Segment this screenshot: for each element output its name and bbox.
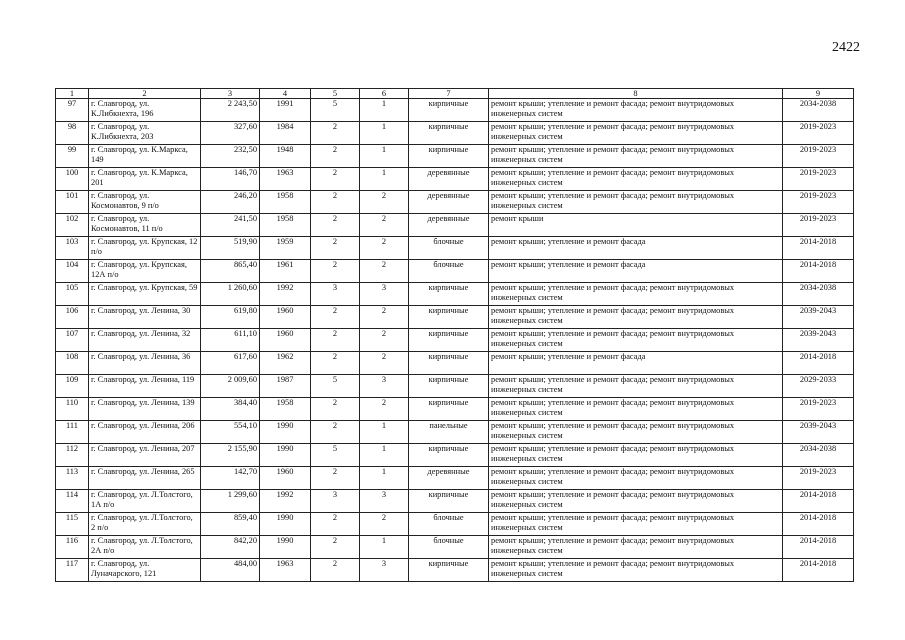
table-row bbox=[56, 168, 854, 191]
entrances-cell: 3 bbox=[360, 559, 409, 582]
table-row bbox=[56, 375, 854, 398]
area-cell: 519,90 bbox=[201, 237, 260, 260]
floors-cell: 2 bbox=[311, 214, 360, 237]
repair-period-cell: 2034-2038 bbox=[783, 283, 854, 306]
row-number: 114 bbox=[56, 490, 89, 513]
repair-works-cell: ремонт крыши; утепление и ремонт фасада bbox=[489, 237, 783, 260]
row-number: 115 bbox=[56, 513, 89, 536]
wall-material-cell: кирпичные bbox=[409, 306, 489, 329]
row-number: 110 bbox=[56, 398, 89, 421]
row-number: 116 bbox=[56, 536, 89, 559]
address-cell: г. Славгород, ул. Космонавтов, 11 п/о bbox=[89, 214, 201, 237]
row-number: 97 bbox=[56, 99, 89, 122]
address-cell: г. Славгород, ул. Ленина, 139 bbox=[89, 398, 201, 421]
housing-repair-table bbox=[55, 88, 854, 582]
row-number: 117 bbox=[56, 559, 89, 582]
column-header: 3 bbox=[201, 89, 260, 99]
repair-period-cell: 2019-2023 bbox=[783, 467, 854, 490]
entrances-cell: 2 bbox=[360, 398, 409, 421]
entrances-cell: 2 bbox=[360, 191, 409, 214]
entrances-cell: 1 bbox=[360, 467, 409, 490]
year-cell: 1992 bbox=[260, 283, 311, 306]
address-cell: г. Славгород, ул. Ленина, 32 bbox=[89, 329, 201, 352]
row-number: 101 bbox=[56, 191, 89, 214]
area-cell: 484,00 bbox=[201, 559, 260, 582]
entrances-cell: 1 bbox=[360, 444, 409, 467]
column-header: 5 bbox=[311, 89, 360, 99]
repair-period-cell: 2034-2038 bbox=[783, 444, 854, 467]
table-row bbox=[56, 214, 854, 237]
repair-period-cell: 2014-2018 bbox=[783, 260, 854, 283]
address-cell: г. Славгород, ул. Луначарского, 121 bbox=[89, 559, 201, 582]
wall-material-cell: кирпичные bbox=[409, 122, 489, 145]
wall-material-cell: блочные bbox=[409, 513, 489, 536]
repair-period-cell: 2019-2023 bbox=[783, 191, 854, 214]
entrances-cell: 2 bbox=[360, 513, 409, 536]
area-cell: 146,70 bbox=[201, 168, 260, 191]
area-cell: 865,40 bbox=[201, 260, 260, 283]
repair-works-cell: ремонт крыши; утепление и ремонт фасада bbox=[489, 260, 783, 283]
year-cell: 1960 bbox=[260, 467, 311, 490]
entrances-cell: 1 bbox=[360, 168, 409, 191]
floors-cell: 2 bbox=[311, 352, 360, 375]
year-cell: 1990 bbox=[260, 513, 311, 536]
table-row bbox=[56, 490, 854, 513]
wall-material-cell: блочные bbox=[409, 260, 489, 283]
floors-cell: 2 bbox=[311, 513, 360, 536]
address-cell: г. Славгород, ул. Ленина, 30 bbox=[89, 306, 201, 329]
address-cell: г. Славгород, ул. Л.Толстого, 2 п/о bbox=[89, 513, 201, 536]
repair-period-cell: 2014-2018 bbox=[783, 352, 854, 375]
repair-period-cell: 2014-2018 bbox=[783, 237, 854, 260]
repair-period-cell: 2039-2043 bbox=[783, 421, 854, 444]
repair-period-cell: 2019-2023 bbox=[783, 398, 854, 421]
row-number: 106 bbox=[56, 306, 89, 329]
area-cell: 327,60 bbox=[201, 122, 260, 145]
area-cell: 384,40 bbox=[201, 398, 260, 421]
floors-cell: 2 bbox=[311, 122, 360, 145]
year-cell: 1960 bbox=[260, 306, 311, 329]
row-number: 100 bbox=[56, 168, 89, 191]
wall-material-cell: блочные bbox=[409, 536, 489, 559]
table-row bbox=[56, 329, 854, 352]
year-cell: 1948 bbox=[260, 145, 311, 168]
area-cell: 842,20 bbox=[201, 536, 260, 559]
repair-works-cell: ремонт крыши bbox=[489, 214, 783, 237]
row-number: 112 bbox=[56, 444, 89, 467]
area-cell: 246,20 bbox=[201, 191, 260, 214]
table-row bbox=[56, 444, 854, 467]
area-cell: 2 243,50 bbox=[201, 99, 260, 122]
entrances-cell: 3 bbox=[360, 490, 409, 513]
repair-period-cell: 2014-2018 bbox=[783, 490, 854, 513]
wall-material-cell: кирпичные bbox=[409, 329, 489, 352]
table-row bbox=[56, 536, 854, 559]
repair-works-cell: ремонт крыши; утепление и ремонт фасада; ремонт внутридомовых инженерных систем bbox=[489, 398, 783, 421]
area-cell: 611,10 bbox=[201, 329, 260, 352]
wall-material-cell: кирпичные bbox=[409, 398, 489, 421]
repair-works-cell: ремонт крыши; утепление и ремонт фасада; ремонт внутридомовых инженерных систем bbox=[489, 191, 783, 214]
wall-material-cell: деревянные bbox=[409, 191, 489, 214]
row-number: 99 bbox=[56, 145, 89, 168]
repair-works-cell: ремонт крыши; утепление и ремонт фасада; ремонт внутридомовых инженерных систем bbox=[489, 490, 783, 513]
floors-cell: 2 bbox=[311, 559, 360, 582]
address-cell: г. Славгород, ул. Крупская, 12А п/о bbox=[89, 260, 201, 283]
entrances-cell: 1 bbox=[360, 99, 409, 122]
row-number: 104 bbox=[56, 260, 89, 283]
repair-period-cell: 2039-2043 bbox=[783, 329, 854, 352]
entrances-cell: 2 bbox=[360, 329, 409, 352]
table-row bbox=[56, 306, 854, 329]
year-cell: 1959 bbox=[260, 237, 311, 260]
year-cell: 1961 bbox=[260, 260, 311, 283]
repair-works-cell: ремонт крыши; утепление и ремонт фасада; ремонт внутридомовых инженерных систем bbox=[489, 283, 783, 306]
column-header: 4 bbox=[260, 89, 311, 99]
address-cell: г. Славгород, ул. К.Маркса, 201 bbox=[89, 168, 201, 191]
table-row bbox=[56, 122, 854, 145]
repair-works-cell: ремонт крыши; утепление и ремонт фасада; ремонт внутридомовых инженерных систем bbox=[489, 513, 783, 536]
table-row bbox=[56, 513, 854, 536]
floors-cell: 3 bbox=[311, 283, 360, 306]
area-cell: 1 260,60 bbox=[201, 283, 260, 306]
address-cell: г. Славгород, ул. К.Либкнехта, 203 bbox=[89, 122, 201, 145]
row-number: 113 bbox=[56, 467, 89, 490]
repair-period-cell: 2014-2018 bbox=[783, 513, 854, 536]
entrances-cell: 2 bbox=[360, 260, 409, 283]
repair-works-cell: ремонт крыши; утепление и ремонт фасада; ремонт внутридомовых инженерных систем bbox=[489, 329, 783, 352]
entrances-cell: 1 bbox=[360, 536, 409, 559]
repair-works-cell: ремонт крыши; утепление и ремонт фасада; ремонт внутридомовых инженерных систем bbox=[489, 467, 783, 490]
column-header: 9 bbox=[783, 89, 854, 99]
floors-cell: 5 bbox=[311, 99, 360, 122]
row-number: 107 bbox=[56, 329, 89, 352]
wall-material-cell: кирпичные bbox=[409, 352, 489, 375]
repair-period-cell: 2034-2038 bbox=[783, 99, 854, 122]
table-row bbox=[56, 237, 854, 260]
row-number: 108 bbox=[56, 352, 89, 375]
area-cell: 619,80 bbox=[201, 306, 260, 329]
floors-cell: 2 bbox=[311, 145, 360, 168]
year-cell: 1987 bbox=[260, 375, 311, 398]
row-number: 111 bbox=[56, 421, 89, 444]
floors-cell: 2 bbox=[311, 191, 360, 214]
wall-material-cell: кирпичные bbox=[409, 375, 489, 398]
area-cell: 241,50 bbox=[201, 214, 260, 237]
repair-period-cell: 2019-2023 bbox=[783, 145, 854, 168]
repair-period-cell: 2039-2043 bbox=[783, 306, 854, 329]
entrances-cell: 3 bbox=[360, 283, 409, 306]
entrances-cell: 3 bbox=[360, 375, 409, 398]
row-number: 103 bbox=[56, 237, 89, 260]
floors-cell: 5 bbox=[311, 444, 360, 467]
year-cell: 1963 bbox=[260, 559, 311, 582]
year-cell: 1962 bbox=[260, 352, 311, 375]
repair-works-cell: ремонт крыши; утепление и ремонт фасада; ремонт внутридомовых инженерных систем bbox=[489, 306, 783, 329]
column-header: 2 bbox=[89, 89, 201, 99]
repair-works-cell: ремонт крыши; утепление и ремонт фасада; ремонт внутридомовых инженерных систем bbox=[489, 145, 783, 168]
repair-works-cell: ремонт крыши; утепление и ремонт фасада; ремонт внутридомовых инженерных систем bbox=[489, 375, 783, 398]
year-cell: 1991 bbox=[260, 99, 311, 122]
year-cell: 1984 bbox=[260, 122, 311, 145]
entrances-cell: 2 bbox=[360, 237, 409, 260]
wall-material-cell: деревянные bbox=[409, 168, 489, 191]
table-row bbox=[56, 559, 854, 582]
floors-cell: 2 bbox=[311, 306, 360, 329]
table-row bbox=[56, 421, 854, 444]
address-cell: г. Славгород, ул. Ленина, 36 bbox=[89, 352, 201, 375]
repair-period-cell: 2019-2023 bbox=[783, 122, 854, 145]
floors-cell: 2 bbox=[311, 329, 360, 352]
wall-material-cell: блочные bbox=[409, 237, 489, 260]
row-number: 109 bbox=[56, 375, 89, 398]
row-number: 105 bbox=[56, 283, 89, 306]
floors-cell: 2 bbox=[311, 237, 360, 260]
area-cell: 859,40 bbox=[201, 513, 260, 536]
floors-cell: 2 bbox=[311, 168, 360, 191]
wall-material-cell: кирпичные bbox=[409, 444, 489, 467]
column-number-header-row bbox=[56, 89, 854, 99]
area-cell: 2 009,60 bbox=[201, 375, 260, 398]
address-cell: г. Славгород, ул. Л.Толстого, 2А п/о bbox=[89, 536, 201, 559]
year-cell: 1958 bbox=[260, 191, 311, 214]
floors-cell: 2 bbox=[311, 536, 360, 559]
wall-material-cell: деревянные bbox=[409, 214, 489, 237]
address-cell: г. Славгород, ул. Ленина, 206 bbox=[89, 421, 201, 444]
table-row bbox=[56, 145, 854, 168]
page-number: 2422 bbox=[832, 40, 860, 55]
wall-material-cell: кирпичные bbox=[409, 99, 489, 122]
year-cell: 1990 bbox=[260, 444, 311, 467]
repair-works-cell: ремонт крыши; утепление и ремонт фасада; ремонт внутридомовых инженерных систем bbox=[489, 536, 783, 559]
area-cell: 232,50 bbox=[201, 145, 260, 168]
wall-material-cell: деревянные bbox=[409, 467, 489, 490]
repair-works-cell: ремонт крыши; утепление и ремонт фасада; ремонт внутридомовых инженерных систем bbox=[489, 122, 783, 145]
entrances-cell: 2 bbox=[360, 352, 409, 375]
table-row bbox=[56, 283, 854, 306]
entrances-cell: 2 bbox=[360, 306, 409, 329]
wall-material-cell: кирпичные bbox=[409, 490, 489, 513]
column-header: 8 bbox=[489, 89, 783, 99]
floors-cell: 2 bbox=[311, 260, 360, 283]
area-cell: 142,70 bbox=[201, 467, 260, 490]
repair-period-cell: 2014-2018 bbox=[783, 536, 854, 559]
repair-works-cell: ремонт крыши; утепление и ремонт фасада; ремонт внутридомовых инженерных систем bbox=[489, 421, 783, 444]
repair-works-cell: ремонт крыши; утепление и ремонт фасада; ремонт внутридомовых инженерных систем bbox=[489, 99, 783, 122]
table-row bbox=[56, 398, 854, 421]
floors-cell: 2 bbox=[311, 421, 360, 444]
year-cell: 1990 bbox=[260, 421, 311, 444]
address-cell: г. Славгород, ул. К.Маркса, 149 bbox=[89, 145, 201, 168]
row-number: 98 bbox=[56, 122, 89, 145]
address-cell: г. Славгород, ул. Л.Толстого, 1А п/о bbox=[89, 490, 201, 513]
year-cell: 1958 bbox=[260, 398, 311, 421]
entrances-cell: 1 bbox=[360, 122, 409, 145]
address-cell: г. Славгород, ул. Ленина, 265 bbox=[89, 467, 201, 490]
floors-cell: 3 bbox=[311, 490, 360, 513]
entrances-cell: 2 bbox=[360, 214, 409, 237]
wall-material-cell: кирпичные bbox=[409, 559, 489, 582]
repair-works-cell: ремонт крыши; утепление и ремонт фасада; ремонт внутридомовых инженерных систем bbox=[489, 559, 783, 582]
wall-material-cell: кирпичные bbox=[409, 145, 489, 168]
column-header: 7 bbox=[409, 89, 489, 99]
address-cell: г. Славгород, ул. Крупская, 12 п/о bbox=[89, 237, 201, 260]
entrances-cell: 1 bbox=[360, 145, 409, 168]
year-cell: 1992 bbox=[260, 490, 311, 513]
repair-works-cell: ремонт крыши; утепление и ремонт фасада; ремонт внутридомовых инженерных систем bbox=[489, 444, 783, 467]
area-cell: 2 155,90 bbox=[201, 444, 260, 467]
row-number: 102 bbox=[56, 214, 89, 237]
entrances-cell: 1 bbox=[360, 421, 409, 444]
table-row bbox=[56, 467, 854, 490]
repair-period-cell: 2014-2018 bbox=[783, 559, 854, 582]
address-cell: г. Славгород, ул. Ленина, 207 bbox=[89, 444, 201, 467]
year-cell: 1963 bbox=[260, 168, 311, 191]
repair-period-cell: 2019-2023 bbox=[783, 168, 854, 191]
area-cell: 617,60 bbox=[201, 352, 260, 375]
table-row bbox=[56, 260, 854, 283]
table-row bbox=[56, 352, 854, 375]
year-cell: 1960 bbox=[260, 329, 311, 352]
column-header: 6 bbox=[360, 89, 409, 99]
address-cell: г. Славгород, ул. Ленина, 119 bbox=[89, 375, 201, 398]
repair-works-cell: ремонт крыши; утепление и ремонт фасада bbox=[489, 352, 783, 375]
wall-material-cell: кирпичные bbox=[409, 283, 489, 306]
table-row bbox=[56, 191, 854, 214]
floors-cell: 2 bbox=[311, 467, 360, 490]
floors-cell: 5 bbox=[311, 375, 360, 398]
year-cell: 1990 bbox=[260, 536, 311, 559]
repair-works-cell: ремонт крыши; утепление и ремонт фасада; ремонт внутридомовых инженерных систем bbox=[489, 168, 783, 191]
repair-period-cell: 2029-2033 bbox=[783, 375, 854, 398]
area-cell: 1 299,60 bbox=[201, 490, 260, 513]
floors-cell: 2 bbox=[311, 398, 360, 421]
table-row bbox=[56, 99, 854, 122]
address-cell: г. Славгород, ул. К.Либкнехта, 196 bbox=[89, 99, 201, 122]
area-cell: 554,10 bbox=[201, 421, 260, 444]
year-cell: 1958 bbox=[260, 214, 311, 237]
column-header: 1 bbox=[56, 89, 89, 99]
address-cell: г. Славгород, ул. Космонавтов, 9 п/о bbox=[89, 191, 201, 214]
wall-material-cell: панельные bbox=[409, 421, 489, 444]
repair-period-cell: 2019-2023 bbox=[783, 214, 854, 237]
address-cell: г. Славгород, ул. Крупская, 59 bbox=[89, 283, 201, 306]
